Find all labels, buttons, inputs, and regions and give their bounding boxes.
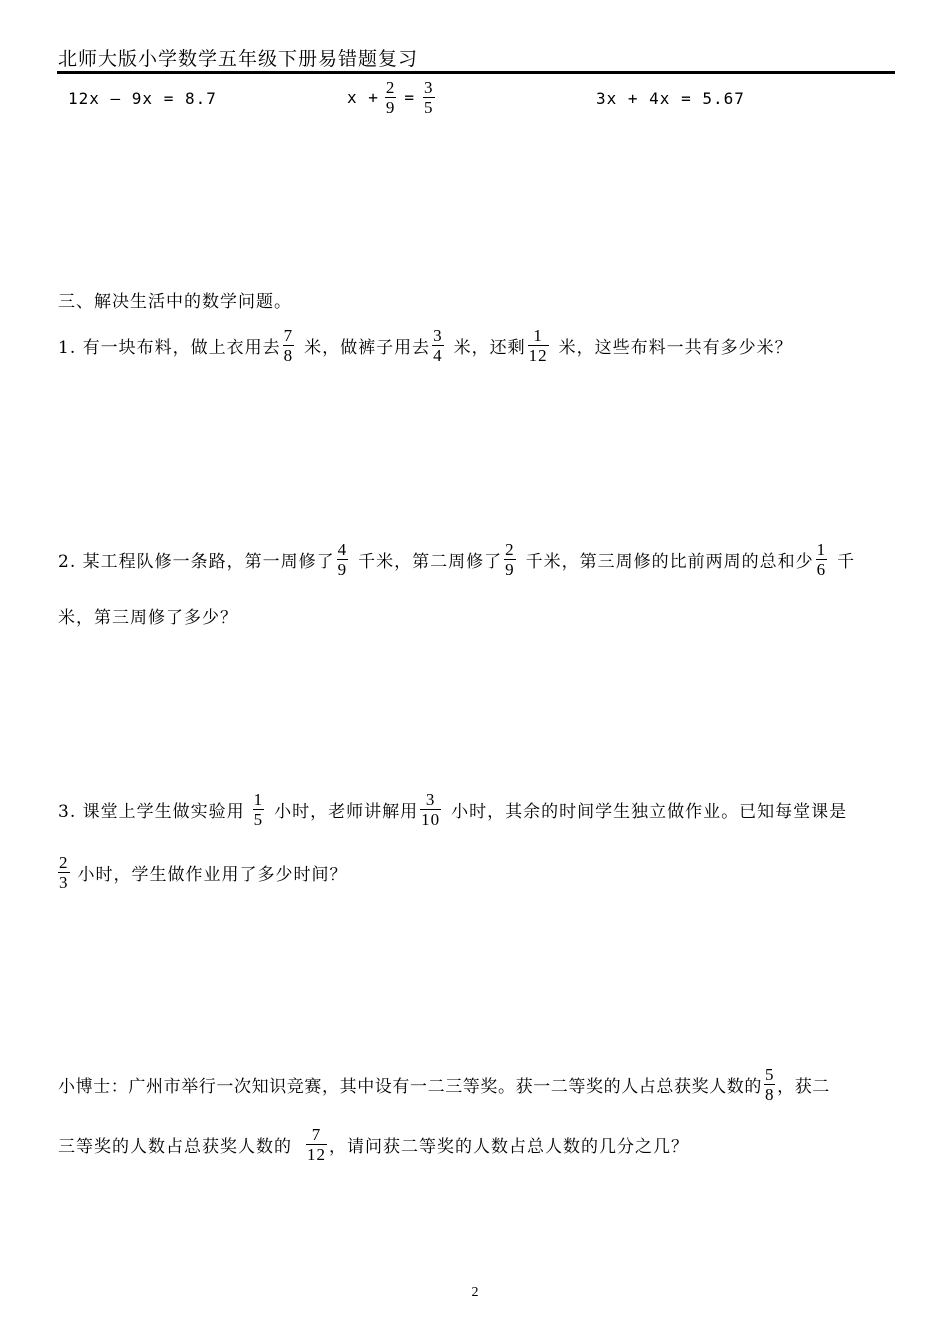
- question-3-text-c: 小时，其余的时间学生独立做作业。已知每堂课是: [451, 802, 848, 822]
- section-title: 三、解决生活中的数学问题。: [58, 292, 292, 312]
- question-2: [58, 540, 855, 579]
- doctor-text-a: 小博士：广州市举行一次知识竞赛，其中设有一二三等奖。获一二等奖的人占总获奖人数的: [58, 1077, 762, 1097]
- question-3-text-a: 3. 课堂上学生做实验用: [58, 802, 245, 822]
- question-3-line-2: [56, 853, 348, 892]
- header-rule: [57, 71, 895, 74]
- fraction-numerator: 5: [765, 1065, 775, 1084]
- fraction: [423, 78, 435, 117]
- fraction-numerator: 7: [283, 326, 294, 345]
- fraction-denominator: 10: [421, 810, 441, 829]
- fraction-numerator: 4: [337, 540, 348, 559]
- fraction-denominator: 6: [816, 560, 827, 579]
- fraction: [385, 78, 397, 117]
- page-header-title: 北师大版小学数学五年级下册易错题复习: [58, 48, 419, 70]
- fraction-denominator: 9: [505, 560, 515, 579]
- fraction-denominator: 5: [253, 810, 264, 829]
- fraction-numerator: 7: [311, 1125, 322, 1144]
- question-3: [58, 790, 847, 829]
- fraction-denominator: 8: [765, 1085, 775, 1104]
- fraction: [337, 540, 349, 579]
- fraction-numerator: 3: [433, 326, 443, 345]
- fraction-numerator: 1: [816, 540, 827, 559]
- equals-sign: =: [404, 88, 416, 107]
- fraction-denominator: 8: [283, 346, 294, 365]
- question-3-text-b: 小时，老师讲解用: [274, 802, 419, 822]
- question-1-text-a: 1. 有一块布料，做上衣用去: [58, 338, 281, 358]
- fraction: [58, 853, 70, 892]
- question-2-text-d: 千: [837, 552, 856, 572]
- fraction-numerator: 3: [425, 790, 436, 809]
- fraction: [528, 326, 549, 365]
- fraction-numerator: 2: [505, 540, 515, 559]
- equation-2-prefix: x +: [347, 88, 379, 107]
- fraction: [420, 790, 441, 829]
- question-1-text-c: 米，还剩: [453, 338, 526, 358]
- doctor-question-line-2: [58, 1125, 689, 1164]
- equation-2: [347, 78, 437, 117]
- fraction: [816, 540, 828, 579]
- doctor-question: [58, 1065, 830, 1104]
- fraction-denominator: 3: [59, 873, 69, 892]
- fraction-numerator: 1: [253, 790, 264, 809]
- fraction-denominator: 5: [424, 98, 434, 117]
- question-1: [58, 326, 793, 365]
- question-2-text-c: 千米，第三周修的比前两周的总和少: [525, 552, 814, 572]
- fraction: [504, 540, 516, 579]
- question-3-text-d: 小时，学生做作业用了多少时间？: [77, 865, 348, 885]
- fraction-denominator: 12: [528, 346, 548, 365]
- fraction-numerator: 1: [533, 326, 543, 345]
- fraction: [306, 1125, 327, 1164]
- fraction-numerator: 2: [385, 78, 396, 97]
- question-2-text-b: 千米，第二周修了: [358, 552, 503, 572]
- equation-3: 3x + 4x = 5.67: [596, 89, 745, 108]
- fraction-numerator: 3: [424, 78, 434, 97]
- fraction: [283, 326, 295, 365]
- fraction: [253, 790, 265, 829]
- doctor-text-c: 三等奖的人数占总获奖人数的: [58, 1137, 292, 1157]
- page-number: 2: [471, 1285, 479, 1300]
- fraction: [764, 1065, 775, 1104]
- fraction-numerator: 2: [59, 853, 69, 872]
- equation-1: 12x — 9x = 8.7: [68, 89, 217, 108]
- question-2-line-2: 米，第三周修了多少？: [58, 608, 238, 628]
- doctor-text-b: ，获二: [777, 1077, 830, 1097]
- fraction: [432, 326, 444, 365]
- fraction-denominator: 12: [307, 1145, 326, 1164]
- fraction-denominator: 9: [385, 98, 396, 117]
- question-2-text-a: 2. 某工程队修一条路，第一周修了: [58, 552, 335, 572]
- question-1-text-d: 米，这些布料一共有多少米？: [558, 338, 793, 358]
- doctor-text-d: ，请问获二等奖的人数占总人数的几分之几？: [329, 1137, 689, 1157]
- fraction-denominator: 9: [337, 560, 348, 579]
- question-1-text-b: 米，做裤子用去: [304, 338, 431, 358]
- fraction-denominator: 4: [433, 346, 443, 365]
